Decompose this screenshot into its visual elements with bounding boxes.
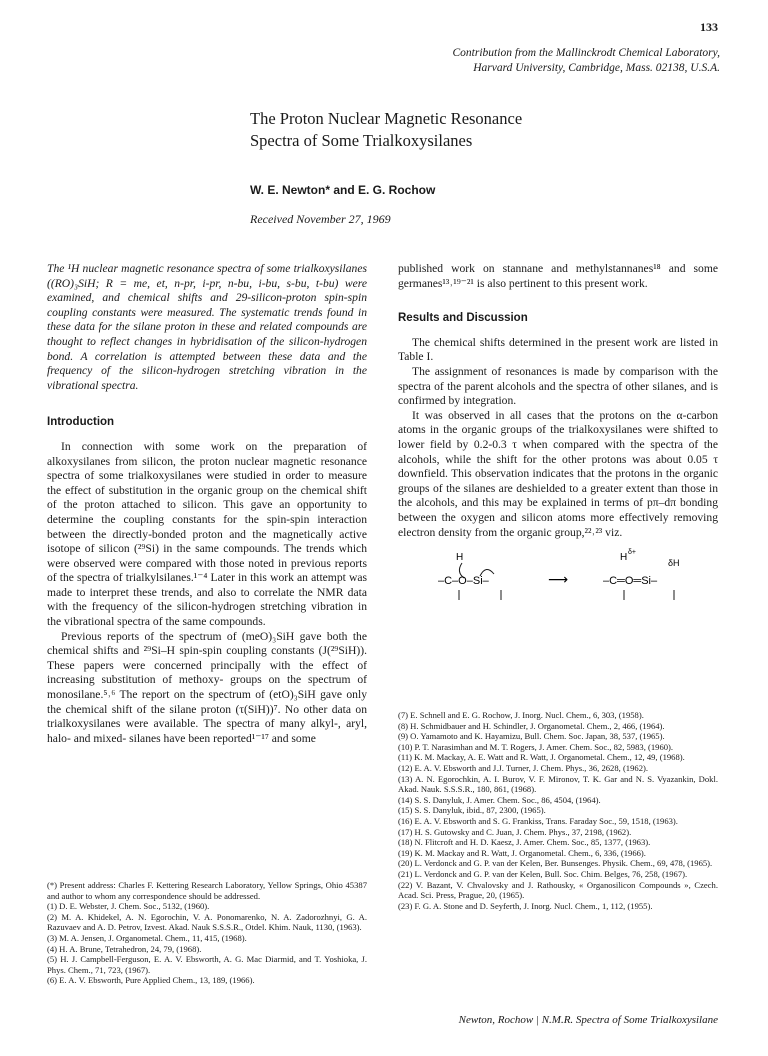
scheme-left-structure: –C–O–Si– [438, 575, 489, 588]
left-ref-1: (1) D. E. Webster, J. Chem. Soc., 5132, (1960). [47, 901, 210, 912]
left-ref-4: (4) H. A. Brune, Tetrahedron, 24, 79, (1968). [47, 943, 202, 954]
right-column [398, 262, 718, 622]
intro-paragraph-2: Previous reports of the spectrum of (meO)₃SiH gave both the chemical shifts and ²⁹Si–H spin-spin coupling constants (J(²⁹SiH)). These papers were concerned principally with the effect of increasing substitution of methoxy- groups on the spectrum of monosilane.⁵˒⁶ The report on the spectrum of (etO)₃SiH gave only the chemical shift of the silane proton (τ(SiH))⁷. No other data on trialkoxysilanes were available. The spectra of many alkyl-, aryl, halo- and mixed- silanes have been reported¹⁻¹⁷ and some [47, 629, 367, 745]
right-ref-17: (17) H. S. Gutowsky and C. Juan, J. Chem. Phys., 37, 2198, (1962). [398, 826, 632, 837]
received-date: Received November 27, 1969 [250, 212, 391, 226]
right-footnotes [398, 710, 718, 911]
right-ref-15: (15) S. S. Danyluk, ibid., 87, 2300, (1965). [398, 805, 546, 816]
results-paragraph-3: It was observed in all cases that the protons on the α-carbon atoms in the organic groups of the trialkoxysilanes were shifted to lower field by 0.2-0.3 τ when compared with the spectra of the alcohols, while the shift for the other protons was about 0.05 τ downfield. This observation indicates that the protons in the organic groups of the silanes are deshielded to a greater extent than those in the alcohols, and this may be explained in terms of pπ–dπ bonding between the oxygen and silicon atoms more effectively removing electron density from the organic group,²²˒²³ viz. [398, 408, 718, 539]
right-paragraph-0: published work on stannane and methylstannanes¹⁸ and some germanes¹³˒¹⁹⁻²¹ is also pertinent to this present work. [398, 262, 718, 290]
scheme-diagram [398, 546, 718, 608]
intro-paragraph-1: In connection with some work on the preparation of alkoxysilanes from silicon, the proton nuclear magnetic resonance spectra of some trialkoxysilanes were studied in order to measure the effect of substitution in the organic group on the chemical shift of the proton attached to silicon. This gave an opportunity to determine the coupling constants for the spin-spin interaction between the directly-bonded proton and the magnetically active isotope of silicon (²⁹Si) in the same compounds. The trends which were observed were compared with those noted in previous reports of the spectra of trialkylsilanes.¹⁻⁴ Later in this work an attempt was made to interpret these trends, and also to correlate the NMR data with the frequency of the silicon-hydrogen stretching vibration in the vibrational spectra of the same compounds. [47, 439, 367, 629]
left-footnotes [47, 880, 367, 986]
right-ref-8: (8) H. Schmidbauer and H. Schindler, J. Organometal. Chem., 2, 466, (1964). [398, 720, 665, 731]
title-line-1: The Proton Nuclear Magnetic Resonance [250, 109, 523, 128]
right-ref-13: (13) A. N. Egorochkin, A. I. Burov, V. F. Mironov, T. K. Gar and N. S. Vyazankin, Dokl. Akad. Nauk. S.S.S.R., 180, 861, (1968). [398, 773, 718, 795]
right-ref-12: (12) E. A. V. Ebsworth and J.J. Turner, J. Chem. Phys., 36, 2628, (1962). [398, 762, 648, 773]
results-heading: Results and Discussion [398, 312, 528, 325]
right-ref-16: (16) E. A. V. Ebsworth and S. G. Frankiss, Trans. Faraday Soc., 59, 1518, (1963). [398, 815, 678, 826]
affiliation-header [300, 46, 720, 76]
title-line-2: Spectra of Some Trialkoxysilanes [250, 131, 473, 150]
article-title [250, 108, 690, 152]
scheme-arrow: ⟶ [548, 572, 569, 589]
right-ref-23: (23) F. G. A. Stone and D. Seyferth, J. Inorg. Nucl. Chem., 1, 112, (1955). [398, 900, 653, 911]
scheme-h-right: H [620, 552, 628, 564]
right-ref-10: (10) P. T. Narasimhan and M. T. Rogers, J. Amer. Chem. Soc., 82, 5983, (1960). [398, 741, 674, 752]
scheme-delta: δ+ [628, 549, 636, 557]
introduction-heading: Introduction [47, 416, 115, 429]
affiliation-line-1: Contribution from the Mallinckrodt Chemical Laboratory, [452, 47, 720, 59]
right-ref-19: (19) K. M. Mackay and R. Watt, J. Organometal. Chem., 6, 336, (1966). [398, 847, 646, 858]
right-ref-21: (21) L. Verdonck and G. P. van der Kelen, Bull. Soc. Chim. Belges, 76, 258, (1967). [398, 868, 688, 879]
right-ref-18: (18) N. Flitcroft and H. D. Kaesz, J. Amer. Chem. Soc., 85, 1377, (1963). [398, 837, 651, 848]
right-ref-14: (14) S. S. Danyluk, J. Amer. Chem. Soc., 86, 4504, (1964). [398, 794, 601, 805]
results-paragraph-2: The assignment of resonances is made by comparison with the spectra of the parent alcohols and the spectra of other silanes, and is confirmed by integration. [398, 364, 718, 408]
results-paragraph-1: The chemical shifts determined in the present work are listed in Table I. [398, 335, 718, 364]
left-ref-5: (5) H. J. Campbell-Ferguson, E. A. V. Ebsworth, A. G. Mac Diarmid, and T. Yoshioka, J. Phys. Chem., 71, 723, (1967). [47, 954, 367, 975]
scheme-right-structure: –C═O═Si– [603, 575, 658, 588]
scheme-si-h: δH [668, 558, 680, 569]
left-column [47, 262, 367, 746]
right-ref-22: (22) V. Bazant, V. Chvalovsky and J. Rathousky, « Organosilicon Compounds », Czech. Acad. Sci. Press, Prague, 20, (1965). [398, 879, 718, 901]
left-ref-6: (6) E. A. V. Ebsworth, Pure Applied Chem., 13, 189, (1966). [47, 975, 255, 986]
right-ref-11: (11) K. M. Mackay, A. E. Watt and R. Watt, J. Organometal. Chem., 12, 49, (1968). [398, 752, 685, 763]
reaction-scheme [398, 546, 718, 608]
right-ref-7: (7) E. Schnell and E. G. Rochow, J. Inorg. Nucl. Chem., 6, 303, (1958). [398, 710, 644, 720]
running-footer: Newton, Rochow | N.M.R. Spectra of Some Trialkoxysilane [458, 1014, 718, 1026]
footnote-present-address: (*) Present address: Charles F. Kettering Research Laboratory, Yellow Springs, Ohio 45387 and author to whom any correspondence should be addressed. [47, 880, 367, 901]
scheme-h-left: H [456, 552, 464, 564]
right-ref-9: (9) O. Yamamoto and K. Hayamizu, Bull. Chem. Soc. Japan, 38, 537, (1965). [398, 731, 665, 742]
affiliation-line-2: Harvard University, Cambridge, Mass. 02138, U.S.A. [473, 62, 720, 74]
abstract: The ¹H nuclear magnetic resonance spectra of some trialkoxysilanes ((RO)₃SiH; R = me, et, n-pr, i-pr, n-bu, i-bu, s-bu, t-bu) were examined, and chemical shifts and 29-silicon-proton spin-spin coupling constants were measured. The systematic trends found in these data for the silane proton in these and related compounds are thought to reflect changes in hybridisation of the silicon-hydrogen bond. A correlation is attempted between these data and the frequency of the silicon-hydrogen stretching vibration in the vibrational spectra. [47, 262, 367, 392]
right-ref-20: (20) L. Verdonck and G. P. van der Kelen, Ber. Bunsenges. Physik. Chem., 69, 478, (1965). [398, 858, 713, 869]
authors: W. E. Newton* and E. G. Rochow [250, 183, 436, 197]
page-number: 133 [700, 20, 718, 34]
left-ref-2: (2) M. A. Khidekel, A. N. Egorochin, V. A. Ponomarenko, N. A. Zadorozhnyi, G. A. Razuvaev and A. D. Petrov, Izvest. Akad. Nauk S.S.S.R., Otdel. Khim. Nauk, 1130, (1963). [47, 911, 367, 933]
left-ref-3: (3) M. A. Jensen, J. Organometal. Chem., 11, 415, (1968). [47, 932, 247, 943]
